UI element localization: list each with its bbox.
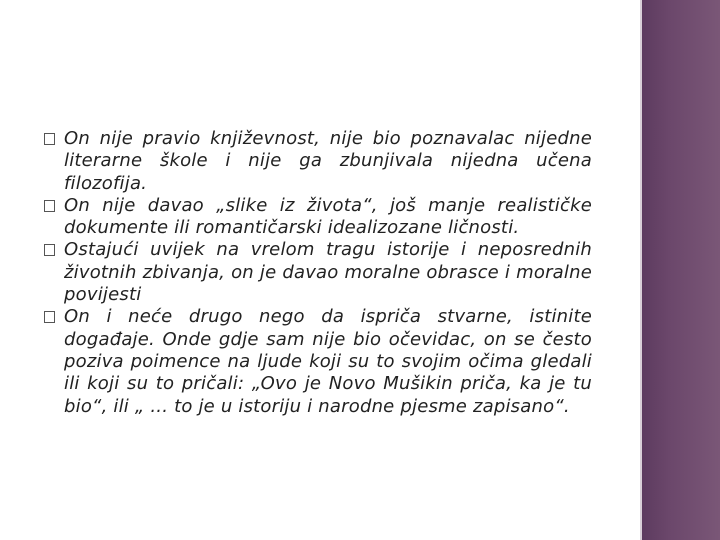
bullet-text: On i neće drugo nego da ispriča stvarne, istinite događaje. Onde gdje sam nije bio očevidac, on se često poziva poimence na ljude koji su to svojim očima gledali ili koji su to pričali: „Ovo je Novo Mušikin priča, ka je tu bio“, ili „ ... to je u istoriju i narodne pjesme zapisano“. [64,306,592,417]
decorative-side-band [642,0,720,540]
bullet-square-icon [44,311,55,323]
bullet-text: Ostajući uvijek na vrelom tragu istorije i neposrednih životnih zbivanja, on je davao moralne obrasce i moralne povijesti [64,239,592,306]
bullet-square-icon [44,200,55,212]
bullet-list [44,128,592,418]
bullet-text: On nije pravio književnost, nije bio poznavalac nijedne literarne škole i nije ga zbunjivala nijedna učena filozofija. [64,128,592,194]
bullet-square-icon [44,244,55,256]
bullet-text: On nije davao „slike iz života“, još manje realističke dokumente ili romantičarski idealizozane ličnosti. [64,194,592,239]
bullet-item-4 [44,306,592,417]
bullet-square-icon [44,133,55,145]
bullet-item-2 [44,195,592,240]
bullet-item-3 [44,239,592,306]
bullet-item-1 [44,128,592,195]
